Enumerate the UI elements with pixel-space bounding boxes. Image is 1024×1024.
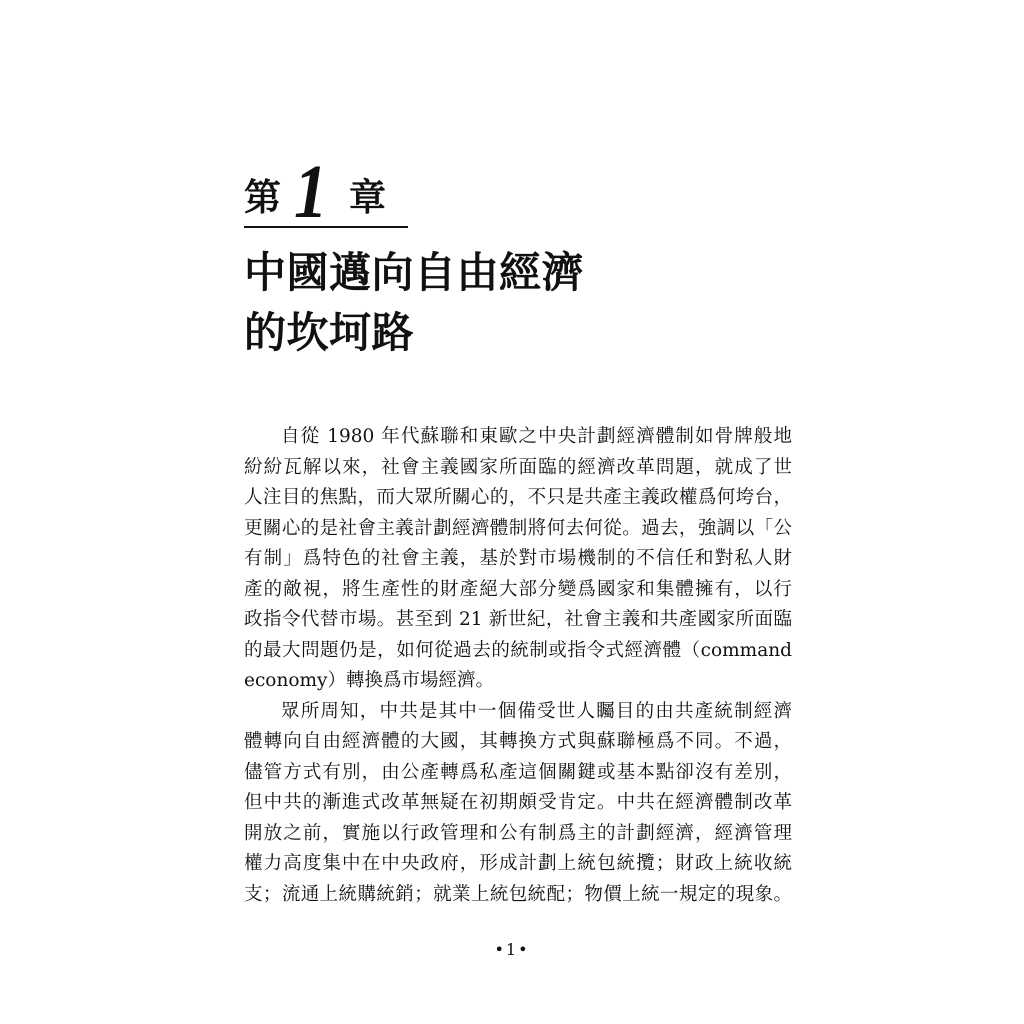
paragraph-line: 開放之前，實施以行政管理和公有制爲主的計劃經濟，經濟管理 [244, 822, 792, 844]
paragraph-line: 有制」爲特色的社會主義，基於對市場機制的不信任和對私人財 [244, 548, 792, 569]
body-text [244, 422, 792, 910]
chapter-title [244, 243, 804, 363]
chapter-suffix: 章 [349, 175, 386, 219]
paragraph-line: 體轉向自由經濟體的大國，其轉換方式與蘇聯極爲不同。不過， [244, 731, 792, 752]
paragraph-line: 眾所周知，中共是其中一個備受世人矚目的由共產統制經濟 [281, 700, 792, 722]
paragraph-line: 支；流通上統購統銷；就業上統包統配；物價上統一規定的現象。 [244, 883, 792, 905]
paragraph-line: 政指令代替市場。甚至到 21 新世紀，社會主義和共產國家所面臨 [244, 609, 792, 630]
chapter-prefix: 第 [244, 175, 281, 219]
chapter-title-line: 的坎坷路 [244, 308, 415, 357]
chapter-number: 1 [294, 149, 328, 234]
paragraph-line: 紛紛瓦解以來，社會主義國家所面臨的經濟改革問題，就成了世 [244, 456, 792, 478]
paragraph-line: 更關心的是社會主義計劃經濟體制將何去何從。過去，強調以「公 [244, 517, 792, 539]
chapter-title-line: 中國邁向自由經濟 [244, 248, 585, 297]
paragraph-line: 的最大問題仍是，如何從過去的統制或指令式經濟體（command [244, 639, 792, 661]
chapter-heading [244, 149, 408, 234]
page-number: •1• [494, 940, 530, 959]
paragraph-line: 權力高度集中在中央政府，形成計劃上統包統攬；財政上統收統 [244, 853, 792, 874]
paragraph-line: 儘管方式有別，由公產轉爲私產這個關鍵或基本點卻沒有差別， [244, 761, 792, 783]
paragraph-line: 產的敵視，將生產性的財產絕大部分變爲國家和集體擁有，以行 [244, 578, 792, 600]
paragraph-line: 但中共的漸進式改革無疑在初期頗受肯定。中共在經濟體制改革 [244, 792, 792, 813]
paragraph-line: economy）轉換爲市場經濟。 [244, 670, 494, 691]
paragraph-line: 人注目的焦點，而大眾所關心的，不只是共產主義政權爲何垮台， [244, 487, 792, 508]
paragraph-line: 自從 1980 年代蘇聯和東歐之中央計劃經濟體制如骨牌般地 [281, 426, 792, 447]
